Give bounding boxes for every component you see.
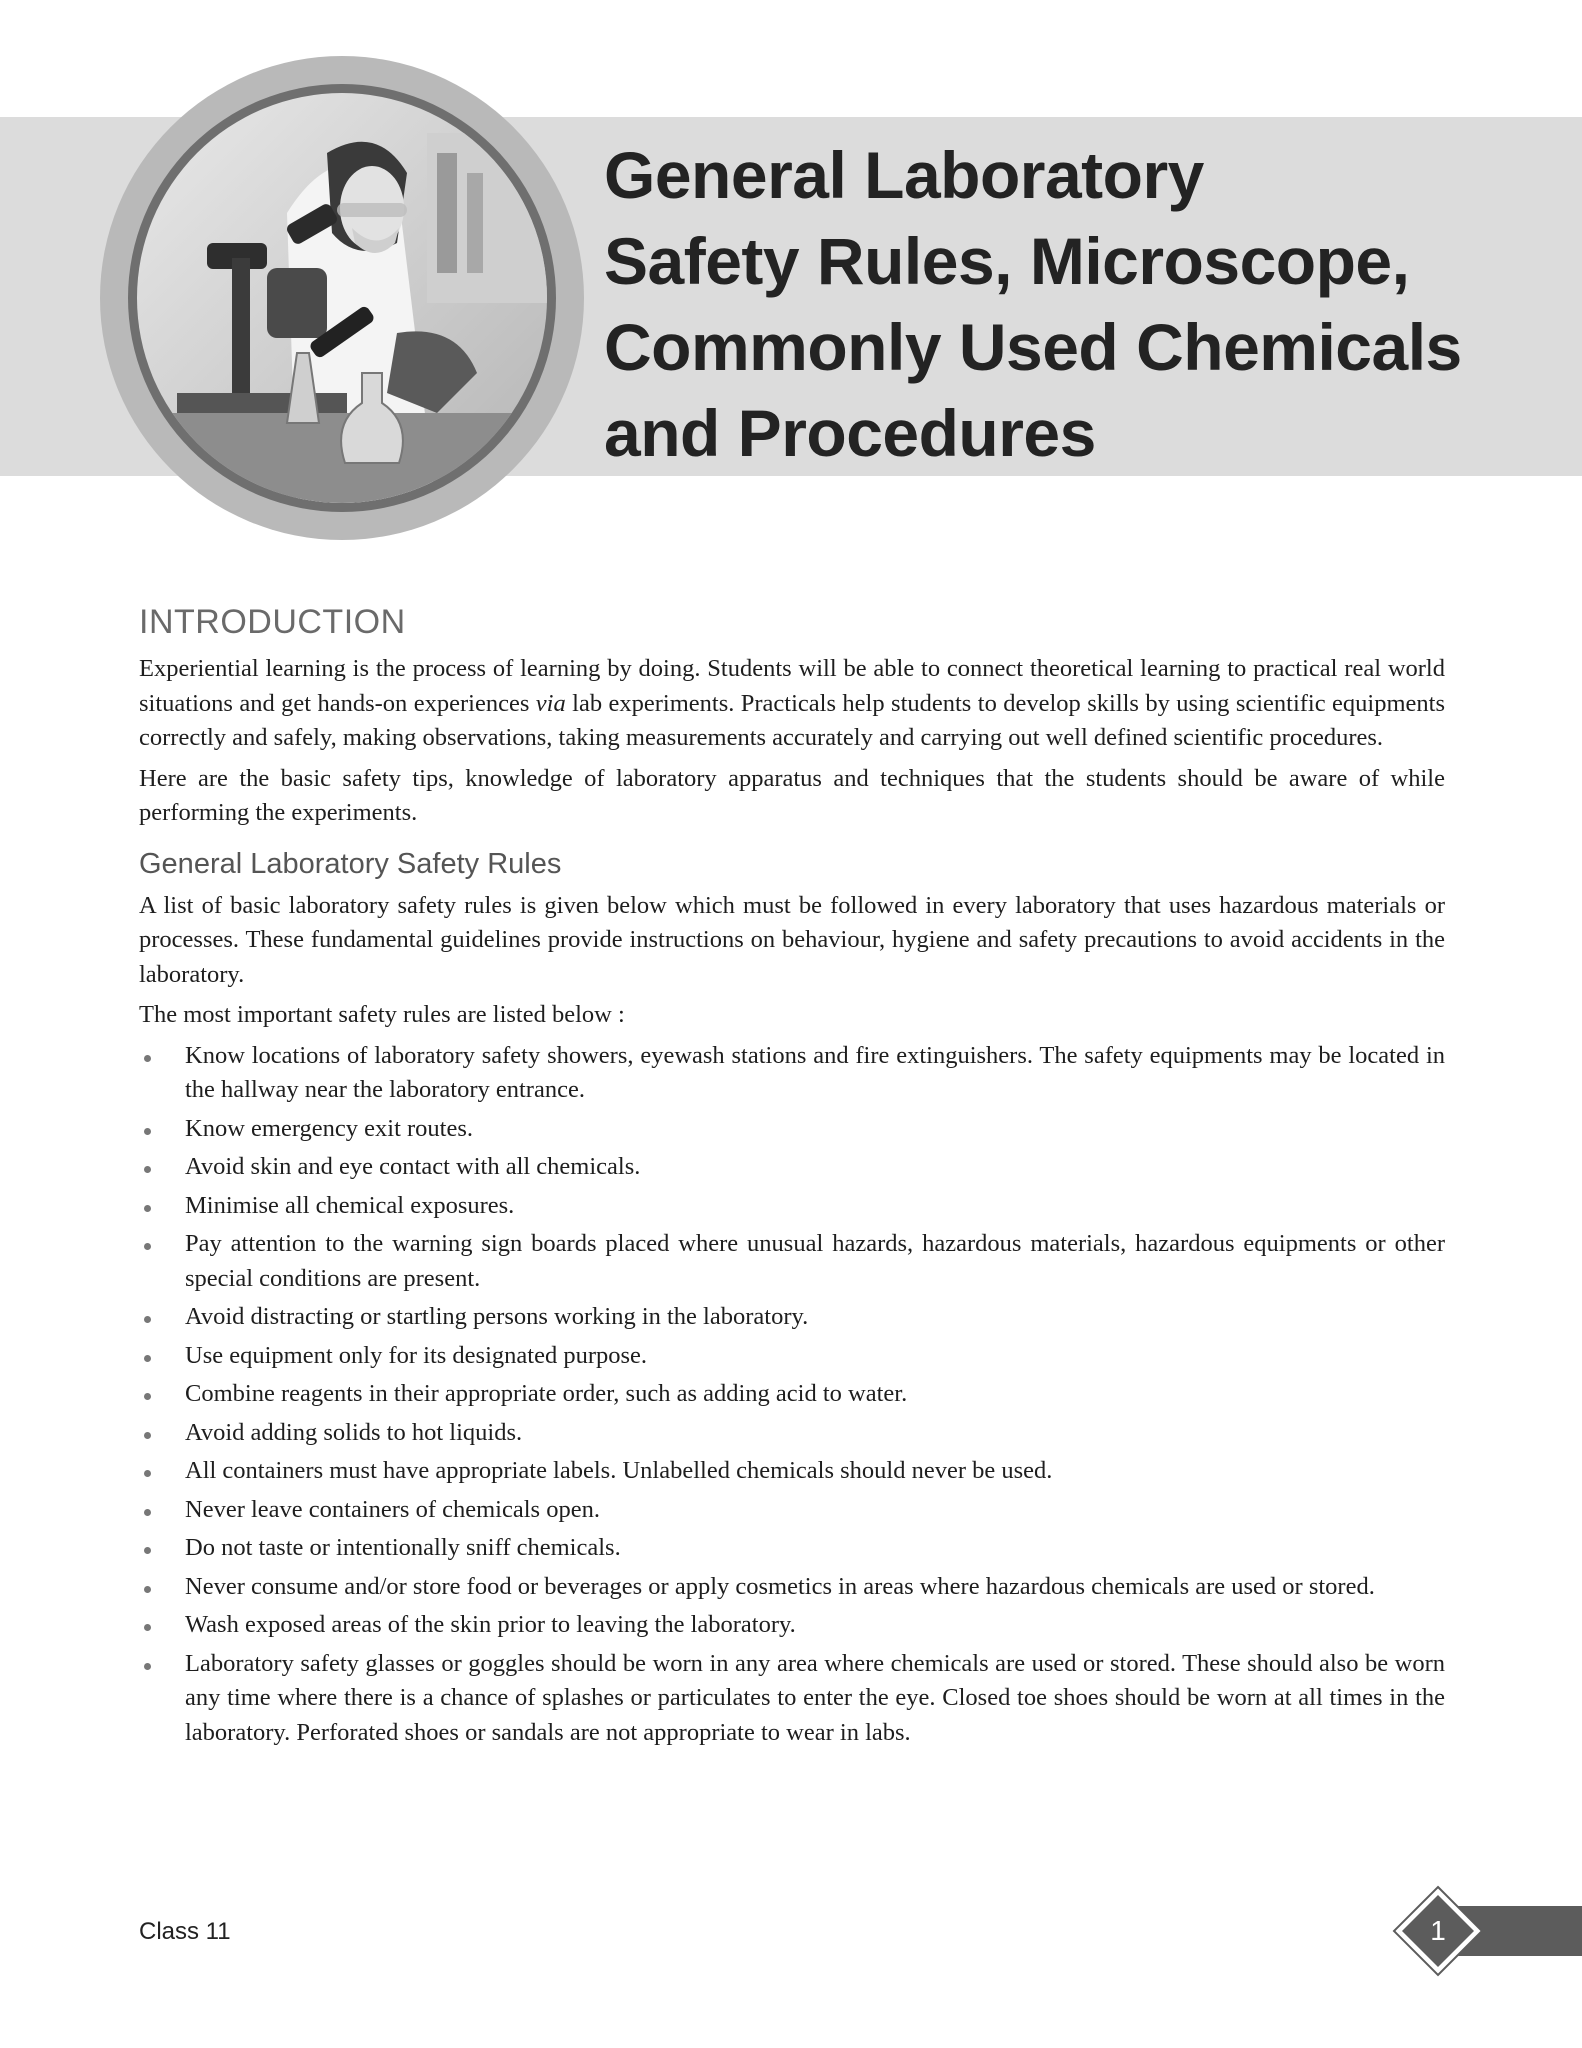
list-item: Never leave containers of chemicals open. <box>139 1493 1445 1528</box>
bullet-icon <box>144 1470 151 1477</box>
list-item: Know locations of laboratory safety showers, eyewash stations and fire extinguishers. The safety equipments may be located in the hallway near the laboratory entrance. <box>139 1039 1445 1108</box>
bullet-icon <box>144 1663 151 1670</box>
bullet-icon <box>144 1243 151 1250</box>
list-item: Pay attention to the warning sign boards placed where unusual hazards, hazardous materials, hazardous equipments or other special conditions are present. <box>139 1227 1445 1296</box>
list-item: Avoid skin and eye contact with all chemicals. <box>139 1150 1445 1185</box>
bullet-icon <box>144 1166 151 1173</box>
bullet-icon <box>144 1055 151 1062</box>
list-item: Avoid adding solids to hot liquids. <box>139 1416 1445 1451</box>
bullet-icon <box>144 1547 151 1554</box>
list-item: Minimise all chemical exposures. <box>139 1189 1445 1224</box>
list-item: Know emergency exit routes. <box>139 1112 1445 1147</box>
lab-photo-frame <box>100 56 584 540</box>
page-number: 1 <box>1430 1915 1446 1946</box>
page-title <box>604 132 1524 476</box>
bullet-icon <box>144 1355 151 1362</box>
title-line: Safety Rules, Microscope, <box>604 224 1410 298</box>
safety-rules-list <box>139 1039 1445 1751</box>
intro-paragraph-1: Experiential learning is the process of learning by doing. Students will be able to connect theoretical learning to practical real world situations and get hands-on experiences via lab experiments. Practicals help students to develop skills by using scientific equipments correctly and safely, making observations, taking measurements accurately and carrying out well defined scientific procedures. <box>139 655 1445 751</box>
bullet-icon <box>144 1393 151 1400</box>
bullet-icon <box>144 1586 151 1593</box>
title-line: Commonly Used Chemicals <box>604 310 1462 384</box>
intro-paragraph-2: Here are the basic safety tips, knowledge of laboratory apparatus and techniques that the students should be aware of while performing the experiments. <box>139 764 1445 826</box>
bullet-icon <box>144 1624 151 1631</box>
bullet-icon <box>144 1128 151 1135</box>
list-item: Do not taste or intentionally sniff chemicals. <box>139 1531 1445 1566</box>
list-item: Combine reagents in their appropriate order, such as adding acid to water. <box>139 1377 1445 1412</box>
title-line: and Procedures <box>604 396 1096 470</box>
title-line: General Laboratory <box>604 138 1204 212</box>
list-item: Wash exposed areas of the skin prior to leaving the laboratory. <box>139 1608 1445 1643</box>
main-content <box>139 596 1445 1754</box>
introduction-heading: INTRODUCTION <box>139 603 406 641</box>
bullet-icon <box>144 1509 151 1516</box>
via-italic: via <box>535 689 566 717</box>
class-label: Class 11 <box>139 1918 231 1945</box>
safety-paragraph-1: A list of basic laboratory safety rules is given below which must be followed in every laboratory that uses hazardous materials or processes. These fundamental guidelines provide instructions on behaviour, hygiene and safety precautions to avoid accidents in the laboratory. <box>139 891 1445 988</box>
list-item: All containers must have appropriate labels. Unlabelled chemicals should never be used. <box>139 1454 1445 1489</box>
bullet-icon <box>144 1205 151 1212</box>
scientist-microscope-illustration <box>137 93 547 503</box>
safety-rules-heading: General Laboratory Safety Rules <box>139 847 562 880</box>
bullet-icon <box>144 1432 151 1439</box>
safety-paragraph-2: The most important safety rules are listed below : <box>139 1001 625 1028</box>
bullet-icon <box>144 1316 151 1323</box>
list-item: Never consume and/or store food or beverages or apply cosmetics in areas where hazardous chemicals are used or stored. <box>139 1570 1445 1605</box>
list-item: Use equipment only for its designated purpose. <box>139 1339 1445 1374</box>
list-item: Laboratory safety glasses or goggles should be worn in any area where chemicals are used or stored. These should also be worn any time where there is a chance of splashes or particulates to enter the eye. Closed toe shoes should be worn at all times in the laboratory. Perforated shoes or sandals are not appropriate to wear in labs. <box>139 1647 1445 1751</box>
list-item: Avoid distracting or startling persons working in the laboratory. <box>139 1300 1445 1335</box>
